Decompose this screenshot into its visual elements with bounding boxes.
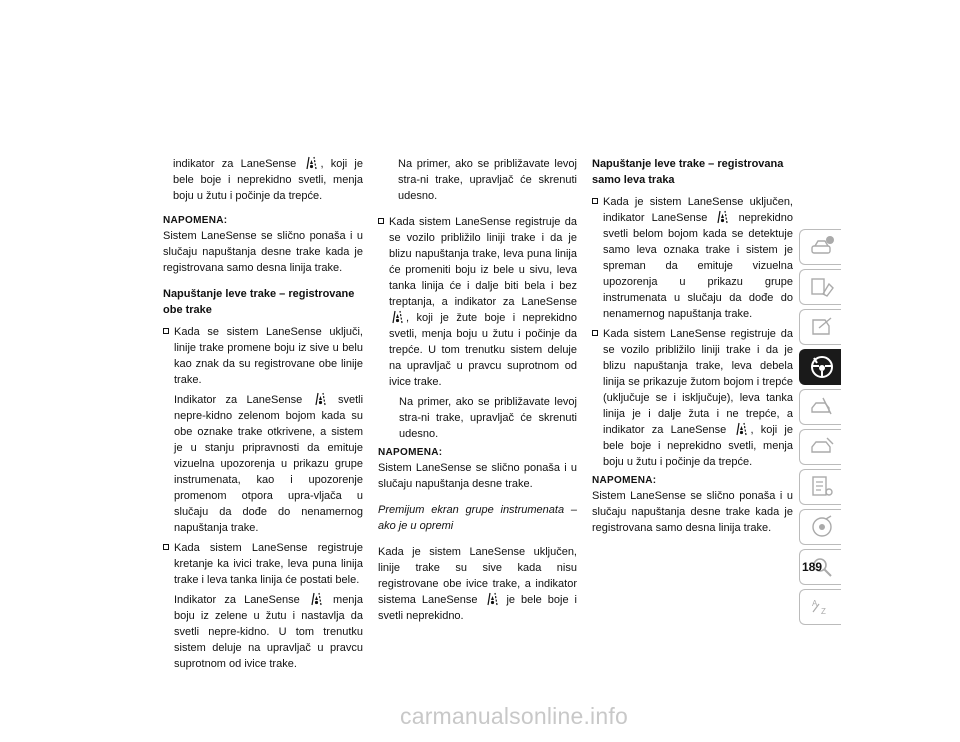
note-3: NAPOMENA: Sistem LaneSense se slično ponaša i u slučaju napuštanja desne trake kada je registrovana samo desna linija trake. [592, 475, 793, 534]
index-icon [809, 594, 835, 620]
tab-index[interactable] [799, 589, 841, 625]
svg-text:Z: Z [821, 607, 826, 616]
bullet-item: Kada je sistem LaneSense uključen, indikator LaneSense neprekidno svetli belom bojom kada se detektuje samo leva oznaka trake i sistem je spreman da emituje vizuelna upozorenja u prikazu grupe instrumenata u slučaju da dođe do nenamernog napuštanja trake. [592, 194, 793, 322]
steering-wheel-icon [809, 354, 835, 380]
note-2: NAPOMENA: Sistem LaneSense se slično ponaša i u slučaju napuštanja desne trake. [378, 447, 577, 490]
bullet-box-icon [592, 330, 598, 336]
tab-media[interactable] [799, 509, 841, 545]
tab-car-info[interactable] [799, 229, 841, 265]
bullet-item: Kada sistem LaneSense registruje kretanje ka ivici trake, leva puna linija trake i leva tanka linija će postati bele. Indikator za LaneSense menja boju iz zelene u žutu i nastavlja da svetli nepre-kidno. U tom trenutku sistem deluje na upravljač u pravcu suprotnom od ivice trake. [163, 540, 363, 672]
tab-warning[interactable] [799, 389, 841, 425]
bullet-item: Kada sistem LaneSense registruje da se vozilo približilo liniji trake i da je blizu napuštanja trake, leva puna linija će promeniti boju iz bele u sivu, leva tanka linija će i dalje biti bela i bez treptanja, a indikator za LaneSense , koji je žute boje i neprekidno svetli, menja boju u žutu i počinje da trepće. U tom trenutku sistem deluje na upravljač u pravcu suprotnom od ivice trake. Na primer, ako se približavate levoj stra-ni trake, upravljač će skrenuti udesno. [378, 214, 577, 442]
tab-start[interactable] [799, 309, 841, 345]
bullet-box-icon [163, 328, 169, 334]
lanesense-icon [314, 392, 327, 406]
lanesense-icon [735, 422, 748, 436]
start-icon [809, 314, 835, 340]
service-car-icon [809, 434, 835, 460]
warning-car-icon [809, 394, 835, 420]
lanesense-icon [305, 156, 318, 170]
intro-paragraph: indikator za LaneSense , koji je bele boje i neprekidno svetli, menja boju u žutu i počinje da trepće. [173, 158, 363, 202]
bullet-item: Kada sistem LaneSense registruje da se vozilo približilo liniji trake i da je blizu napuštanja trake, leva debela linija se prikazuje žutom bojom i trepće (uključuje se i isključuje), leva tanka linija je i dalje žuta i ne trepće, a indikator za LaneSense , koji je bele boje i neprekidno svetli, menja boju u žutu i počinje da trepće. [592, 326, 793, 470]
paragraph: Kada je sistem LaneSense uključen, linije trake su sive kada nisu registrovane obe ivice trake, a indikator sistema LaneSense je bele boje i svetli neprekidno. [378, 546, 577, 622]
safety-icon [809, 274, 835, 300]
bullet-box-icon [163, 544, 169, 550]
lanesense-icon [310, 592, 323, 606]
example-paragraph: Na primer, ako se približavate levoj stra-ni trake, upravljač će skrenuti udesno. [398, 158, 577, 202]
tab-steering[interactable] [799, 349, 841, 385]
lanesense-icon [716, 210, 729, 224]
column-left [163, 156, 363, 676]
svg-text:A: A [812, 599, 818, 608]
tab-safety[interactable] [799, 269, 841, 305]
lanesense-icon [486, 592, 499, 606]
note-1: NAPOMENA: Sistem LaneSense se slično ponaša i u slučaju napuštanja desne trake kada je registrovana samo desna linija trake. [163, 215, 363, 274]
bullet-item: Kada se sistem LaneSense uključi, linije trake promene boju iz sive u belu kao znak da su registrovane obe linije trake. Indikator za LaneSense svetli nepre-kidno zelenom bojom kada su obe oznake trake otkrivene, a sistem je u stanju pripravnosti da emituje vizuelna upozorenja u prikazu grupe instrumenata, kao i upozorenje promenom otpora upra-vljača u slučaju da dođe do nenamernog napuštanja trake. [163, 324, 363, 536]
media-icon [809, 514, 835, 540]
bullet-box-icon [592, 198, 598, 204]
spec-icon [809, 474, 835, 500]
tab-spec[interactable] [799, 469, 841, 505]
column-middle [378, 156, 577, 634]
page-number: 189 [802, 560, 823, 574]
section-heading: Napuštanje leve trake – registrovana samo leva traka [592, 158, 784, 186]
car-info-icon [809, 234, 835, 260]
watermark: carmanualsonline.info [400, 703, 628, 729]
lanesense-icon [391, 310, 404, 324]
subsection-title: Premijum ekran grupe instrumenata – ako je u opremi [378, 504, 577, 532]
tab-service[interactable] [799, 429, 841, 465]
section-heading: Napuštanje leve trake – registrovane obe trake [163, 288, 355, 316]
bullet-box-icon [378, 218, 384, 224]
column-right [592, 156, 793, 546]
